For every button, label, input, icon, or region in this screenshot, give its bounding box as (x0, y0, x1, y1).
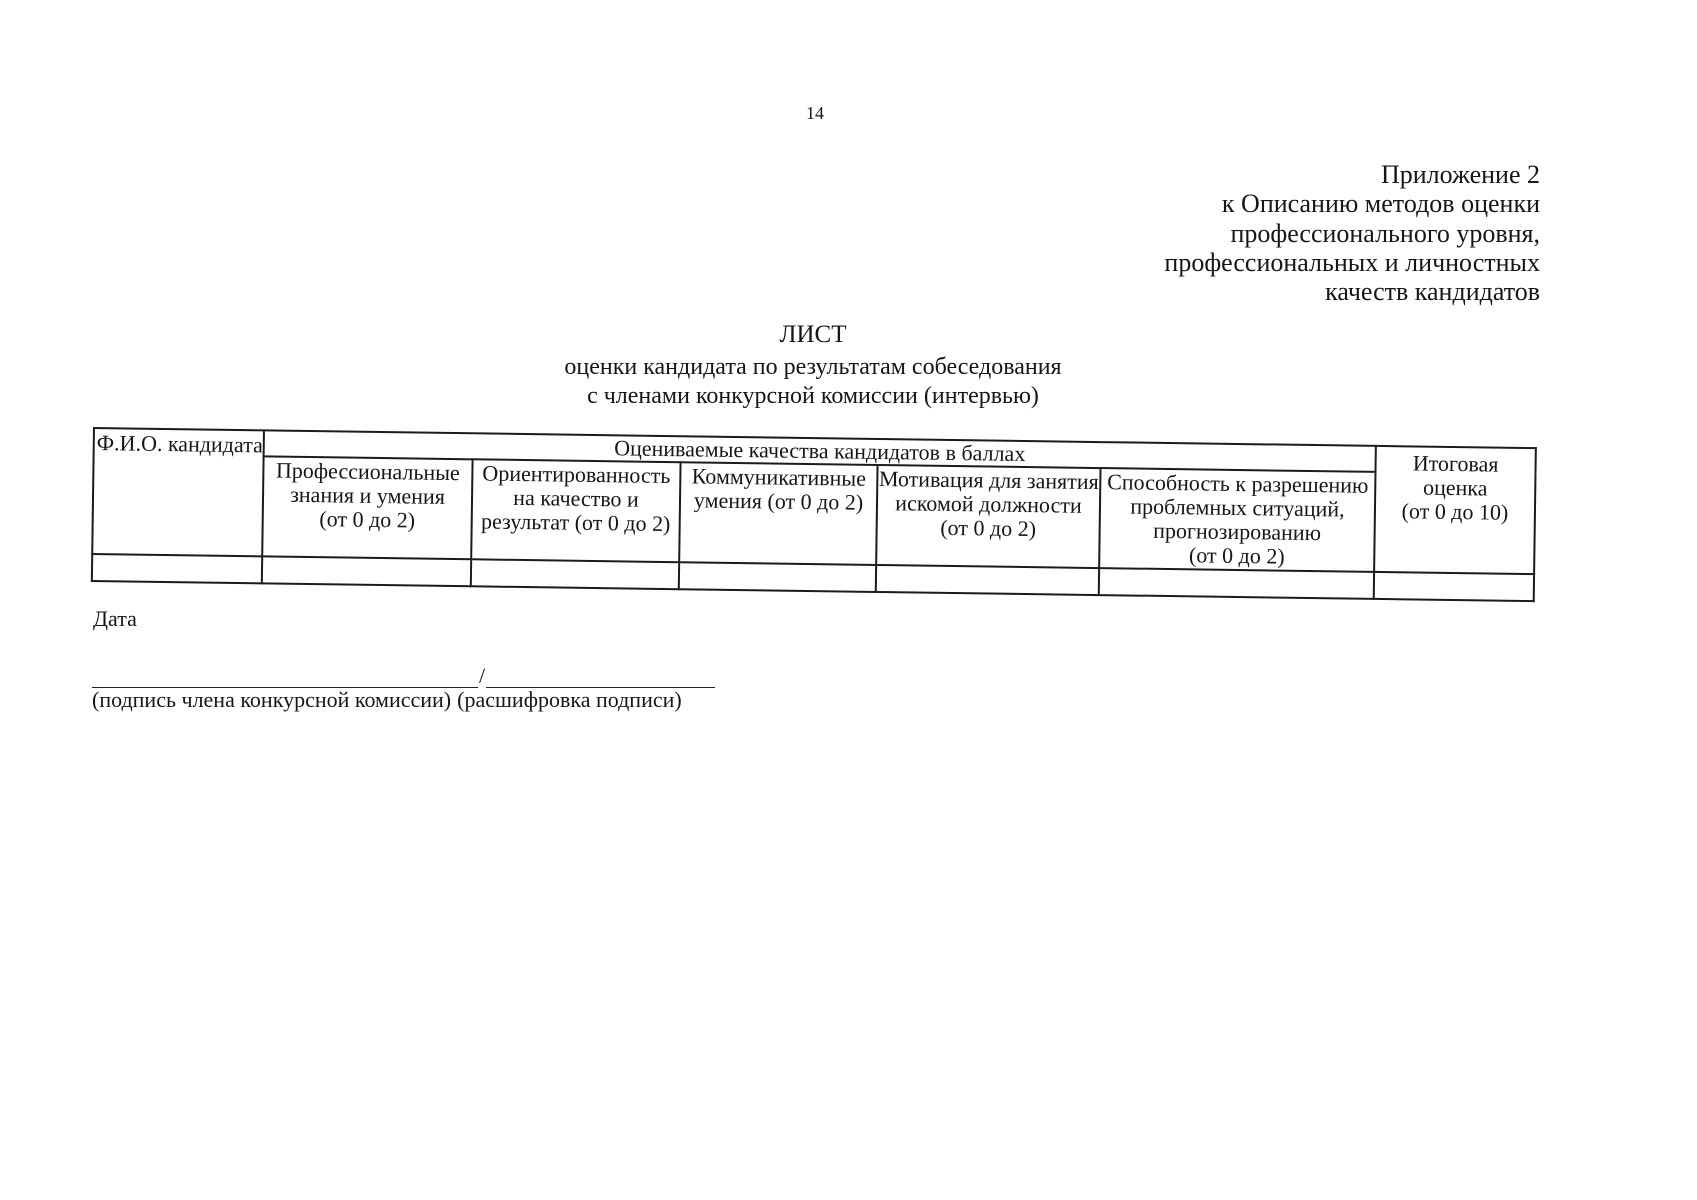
signature-caption: (подпись члена конкурсной комиссии) (92, 687, 452, 712)
qualities-group-header: Оцениваемые качества кандидатов в баллах (264, 430, 1376, 472)
problem-solving-score-cell (1099, 568, 1374, 599)
date-label: Дата (93, 606, 137, 631)
quality-orientation-score-cell (471, 559, 679, 589)
document-title: ЛИСТ (779, 321, 847, 348)
professional-knowledge-score-cell (262, 556, 471, 586)
signature-lines (92, 662, 715, 688)
signature-separator: / (479, 663, 486, 688)
total-score-header-line: оценка (1422, 474, 1488, 501)
total-score-cell (1374, 572, 1534, 601)
criterion-header-line: (от 0 до 2) (1188, 542, 1285, 569)
criterion-header-line: знания и умения (290, 481, 446, 509)
criterion-header-line: (от 0 до 2) (940, 514, 1037, 542)
criterion-quality-orientation-header (471, 459, 680, 562)
candidate-name-header: Ф.И.О. кандидата (92, 428, 264, 556)
criterion-professional-knowledge-header (262, 456, 472, 559)
criterion-header-line: результат (от 0 до 2) (480, 508, 671, 537)
criterion-problem-solving-header (1099, 468, 1375, 572)
evaluation-grid (91, 427, 1537, 602)
document-subtitle (0, 353, 1626, 411)
criterion-header-line: умения (от 0 до 2) (693, 487, 864, 515)
appendix-reference (1164, 160, 1540, 306)
motivation-score-cell (876, 565, 1099, 595)
total-score-header-line: (от 0 до 10) (1401, 498, 1509, 525)
criterion-header-line: Ориентированность (482, 460, 671, 489)
criterion-header-line: Коммуникативные (691, 463, 867, 491)
subtitle-line: с членами конкурсной комиссии (интервью) (587, 383, 1039, 409)
criterion-header-line: Способность к разрешению (1107, 469, 1369, 498)
signature-decoding-caption: (расшифровка подписи) (457, 687, 682, 712)
appendix-line: Приложение 2 (1380, 160, 1540, 189)
appendix-line: профессиональных и личностных (1164, 247, 1540, 277)
criterion-header-line: Мотивация для занятия (878, 465, 1099, 495)
candidate-name-cell (92, 554, 262, 583)
page-number: 14 (806, 103, 824, 123)
criterion-header-line: (от 0 до 2) (319, 506, 416, 533)
total-score-header (1374, 446, 1536, 574)
subtitle-line: оценки кандидата по результатам собеседования (564, 354, 1062, 380)
appendix-line: профессионального уровня, (1230, 218, 1540, 248)
criterion-motivation-header (876, 465, 1100, 568)
communication-skills-score-cell (679, 562, 876, 592)
signature-captions (92, 688, 682, 712)
total-score-header-line: Итоговая (1412, 450, 1499, 477)
criterion-header-line: Профессиональные (275, 457, 460, 486)
appendix-line: к Описанию методов оценки (1221, 189, 1540, 219)
criterion-communication-skills-header (679, 462, 877, 565)
criterion-header-line: на качество и (513, 484, 639, 512)
evaluation-table (91, 427, 1537, 602)
appendix-line: качеств кандидатов (1325, 277, 1540, 307)
criterion-header-line: искомой должности (895, 490, 1082, 518)
criterion-header-line: проблемных ситуаций, (1130, 493, 1345, 522)
criterion-header-line: прогнозированию (1153, 517, 1322, 546)
